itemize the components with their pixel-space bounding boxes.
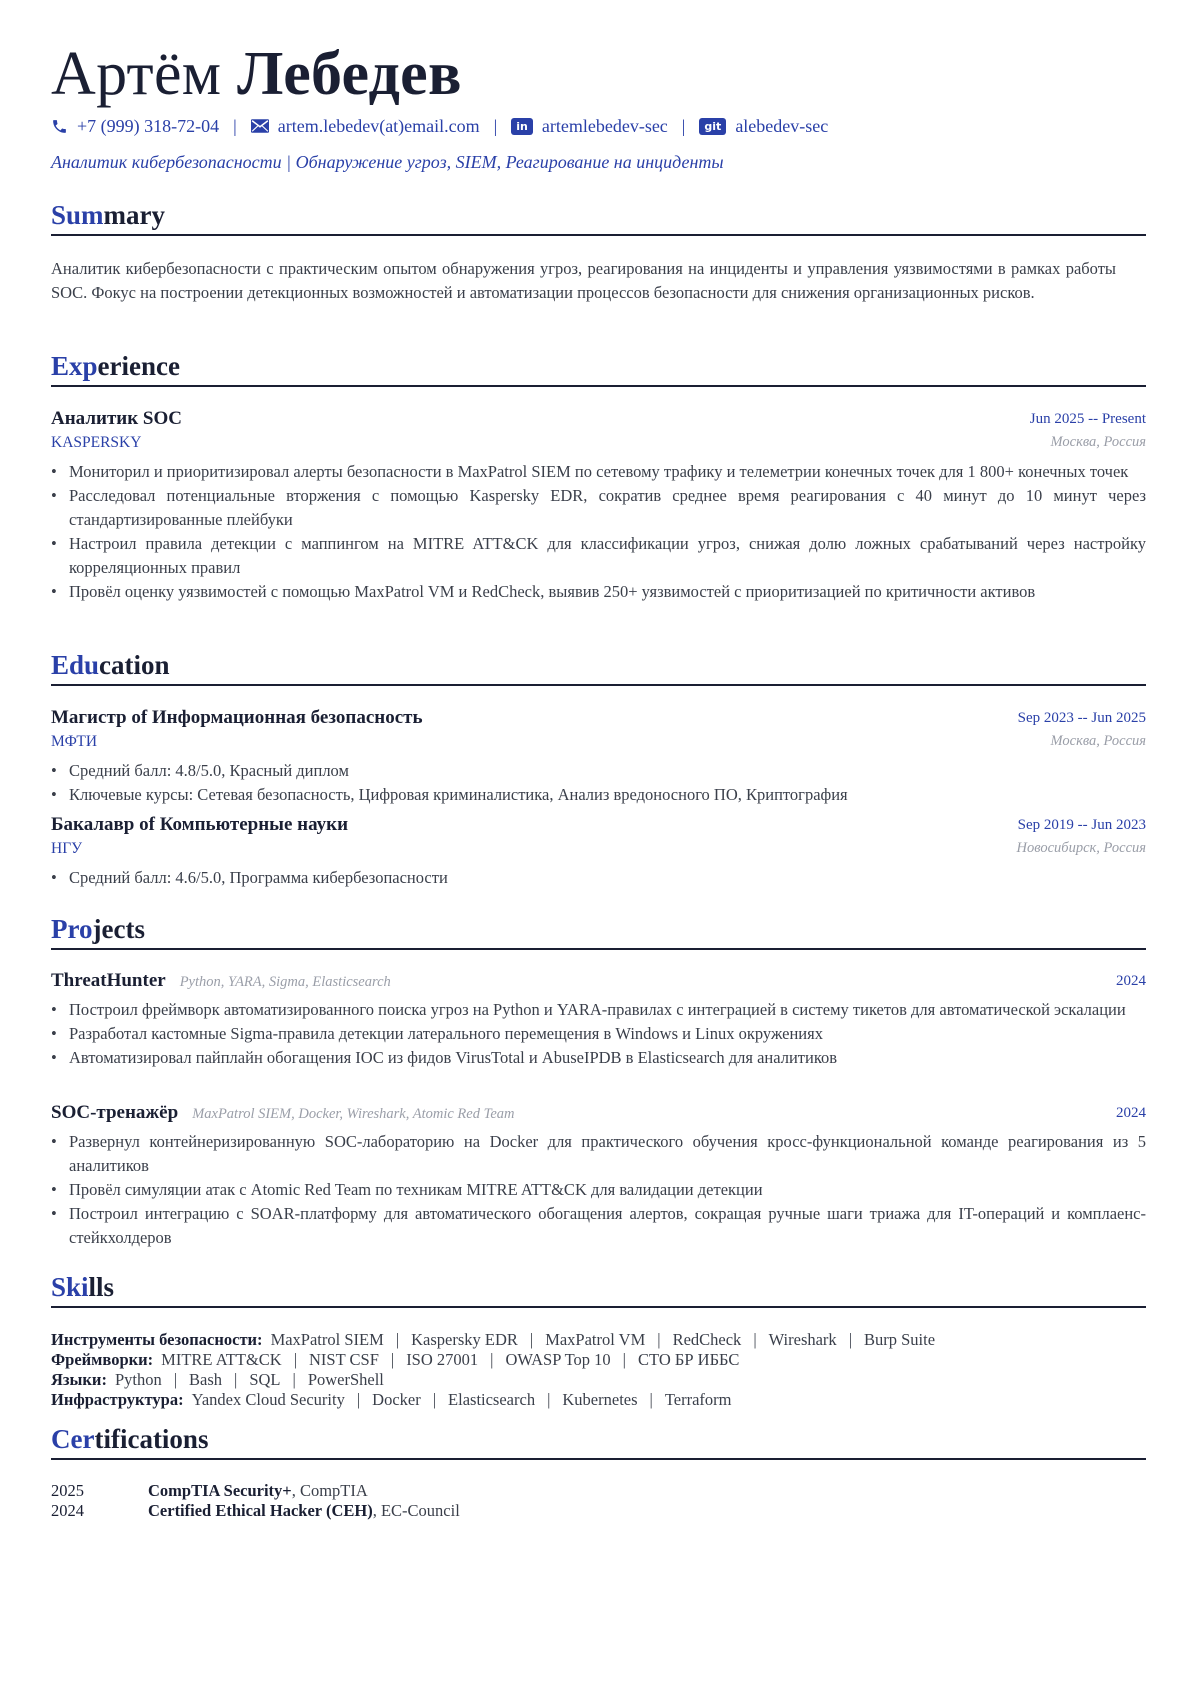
headline-tagline: Аналитик кибербезопасности | Обнаружение угроз, SIEM, Реагирование на инциденты (51, 152, 724, 172)
degree-dates: Sep 2019 -- Jun 2023 (1017, 817, 1146, 833)
job-title: Аналитик SOC (51, 408, 182, 429)
project-bullets (51, 998, 1146, 1070)
cert-year: 2025 (51, 1481, 84, 1500)
contact-separator: | (681, 116, 686, 136)
skills-separator: | (292, 1370, 296, 1389)
section-heading-experience: Experience (51, 349, 1146, 387)
project-bullets (51, 1130, 1146, 1250)
list-item: • Развернул контейнеризированную SOC-лабораторию на Docker для практического обучения кросс-функциональной команде реагирования из 5 аналитиков (51, 1130, 1146, 1178)
list-item: • Автоматизировал пайплайн обогащения IOC из фидов VirusTotal и AbuseIPDB в Elasticsearch для аналитиков (51, 1046, 1146, 1070)
skills-separator: | (173, 1370, 178, 1389)
skill-item: Elasticsearch (448, 1390, 536, 1409)
section-heading-education: Education (51, 648, 1146, 686)
skills-separator: | (649, 1390, 653, 1409)
skill-item: OWASP Top 10 (505, 1350, 611, 1369)
skill-item: MITRE ATT&CK (161, 1350, 282, 1369)
degree-title: Магистр of Информационная безопасность (51, 707, 423, 728)
linkedin-link[interactable]: artemlebedev-sec (541, 116, 668, 136)
skill-item: PowerShell (307, 1370, 384, 1389)
contact-separator: | (233, 116, 237, 136)
skills-row (51, 1330, 1146, 1350)
envelope-icon (251, 119, 269, 133)
skill-item: Terraform (664, 1390, 732, 1409)
skill-item: Yandex Cloud Security (191, 1390, 345, 1409)
project-techs: MaxPatrol SIEM, Docker, Wireshark, Atomic Red Team (192, 1106, 515, 1122)
skills-label: Фреймворки: (51, 1350, 154, 1369)
contact-line (51, 114, 828, 138)
skill-item: MaxPatrol VM (545, 1330, 646, 1349)
skills-list (51, 1330, 1146, 1410)
skills-separator: | (234, 1370, 238, 1389)
skills-row (51, 1370, 1146, 1390)
skill-item: Wireshark (768, 1330, 837, 1349)
skill-item: Burp Suite (864, 1330, 936, 1349)
cert-name: Certified Ethical Hacker (CEH) (148, 1501, 373, 1520)
list-item: • Средний балл: 4.8/5.0, Красный диплом (51, 759, 1146, 783)
project-year: 2024 (1116, 1105, 1146, 1121)
degree-school: НГУ (51, 840, 83, 857)
degree-title: Бакалавр of Компьютерные науки (51, 814, 349, 835)
cert-issuer: , CompTIA (291, 1481, 368, 1500)
skill-item: Docker (372, 1390, 421, 1409)
phone-icon (51, 118, 68, 135)
degree-location: Новосибирск, Россия (1016, 840, 1146, 856)
skill-item: Kubernetes (562, 1390, 638, 1409)
project-year: 2024 (1116, 973, 1146, 989)
list-item: • Средний балл: 4.6/5.0, Программа кибербезопасности (51, 866, 1146, 890)
project-name: SOC-тренажёр (51, 1102, 179, 1123)
contact-separator: | (493, 116, 498, 136)
last-name: Лебедев (237, 40, 462, 108)
list-item: • Ключевые курсы: Сетевая безопасность, Цифровая криминалистика, Анализ вредоносного ПО, Криптография (51, 783, 1146, 807)
section-heading-skills: Skills (51, 1270, 1146, 1308)
skills-label: Инструменты безопасности: (51, 1330, 263, 1349)
job-company: KASPERSKY (51, 434, 142, 451)
skill-item: MaxPatrol SIEM (270, 1330, 384, 1349)
skill-item: СТО БР ИББС (637, 1350, 740, 1369)
skills-separator: | (390, 1350, 395, 1369)
phone-link[interactable]: +7 (999) 318-72-04 (77, 116, 220, 136)
skill-item: NIST CSF (309, 1350, 379, 1369)
project-title (51, 1102, 515, 1124)
skills-separator: | (490, 1350, 494, 1369)
job-bullets (51, 460, 1146, 604)
skills-separator: | (432, 1390, 437, 1409)
project-title (51, 970, 391, 992)
first-name: Артём (51, 40, 222, 108)
skill-item: SQL (249, 1370, 281, 1389)
skills-separator: | (293, 1350, 298, 1369)
project-name: ThreatHunter (51, 970, 166, 991)
list-item: • Провёл симуляции атак с Atomic Red Team по техникам MITRE ATT&CK для валидации детекции (51, 1178, 1146, 1202)
skills-row (51, 1390, 1146, 1410)
skill-item: Python (114, 1370, 162, 1389)
skills-separator: | (848, 1330, 852, 1349)
cert-row (51, 1501, 1146, 1521)
list-item: • Настроил правила детекции с маппингом на MITRE ATT&CK для классификации угроз, снижая долю ложных срабатываний через настройку корреляционных правил (51, 532, 1146, 580)
skills-label: Инфраструктура: (51, 1390, 184, 1409)
list-item: • Построил фреймворк автоматизированного поиска угроз на Python и YARA-правилах с интеграцией в систему тикетов для автоматической эскалации (51, 998, 1146, 1022)
section-heading-summary: Summary (51, 198, 1146, 236)
skills-row (51, 1350, 1146, 1370)
list-item: • Разработал кастомные Sigma-правила детекции латерального перемещения в Windows и Linux окружениях (51, 1022, 1146, 1046)
list-item: • Расследовал потенциальные вторжения с помощью Kaspersky EDR, сократив среднее время реагирования с 40 минут до 10 минут через стандартизированные плейбуки (51, 484, 1146, 532)
cert-name: CompTIA Security+ (148, 1481, 292, 1500)
degree-location: Москва, Россия (1050, 733, 1146, 749)
skills-separator: | (622, 1350, 626, 1369)
certifications-list (51, 1481, 1146, 1521)
cert-year: 2024 (51, 1501, 84, 1520)
list-item: • Построил интеграцию с SOAR-платформу для автоматического обогащения алертов, сокращая ручные шаги триажа для IT-операций и комплаенс-стейкхолдеров (51, 1202, 1146, 1250)
skills-separator: | (657, 1330, 661, 1349)
candidate-name (51, 36, 462, 112)
skills-separator: | (356, 1390, 361, 1409)
skill-item: ISO 27001 (406, 1350, 479, 1369)
degree-bullets (51, 759, 1146, 807)
degree-school: МФТИ (51, 733, 98, 750)
section-heading-certifications: Certifications (51, 1422, 1146, 1460)
job-location: Москва, Россия (1050, 434, 1146, 450)
skills-separator: | (547, 1390, 551, 1409)
skill-item: Bash (189, 1370, 223, 1389)
degree-bullets (51, 866, 1146, 890)
cert-issuer: , EC-Council (372, 1501, 460, 1520)
degree-dates: Sep 2023 -- Jun 2025 (1017, 710, 1146, 726)
summary-text: Аналитик кибербезопасности с практическим опытом обнаружения угроз, реагирования на инциденты и управления уязвимостями в рамках работы SOC. Фокус на построении детекционных возможностей и автоматизации процессов безопасности для снижения организационных рисков. (51, 259, 1116, 302)
project-techs: Python, YARA, Sigma, Elasticsearch (179, 974, 391, 990)
section-heading-projects: Projects (51, 912, 1146, 950)
skills-separator: | (395, 1330, 400, 1349)
skills-separator: | (529, 1330, 534, 1349)
list-item: • Мониторил и приоритизировал алерты безопасности в MaxPatrol SIEM по сетевому трафику и телеметрии конечных точек для 1 800+ конечных точек (51, 460, 1146, 484)
list-item: • Провёл оценку уязвимостей с помощью MaxPatrol VM и RedCheck, выявив 250+ уязвимостей с приоритизацией по критичности активов (51, 580, 1146, 604)
skill-item: RedCheck (672, 1330, 742, 1349)
skill-item: Kaspersky EDR (411, 1330, 518, 1349)
skills-separator: | (753, 1330, 757, 1349)
git-icon: git (699, 118, 726, 135)
job-dates: Jun 2025 -- Present (1029, 411, 1146, 427)
email-link[interactable]: artem.lebedev(at)email.com (277, 116, 480, 136)
github-link[interactable]: alebedev-sec (735, 116, 829, 136)
skills-label: Языки: (51, 1370, 107, 1389)
linkedin-icon: in (511, 118, 533, 135)
cert-row (51, 1481, 1146, 1501)
